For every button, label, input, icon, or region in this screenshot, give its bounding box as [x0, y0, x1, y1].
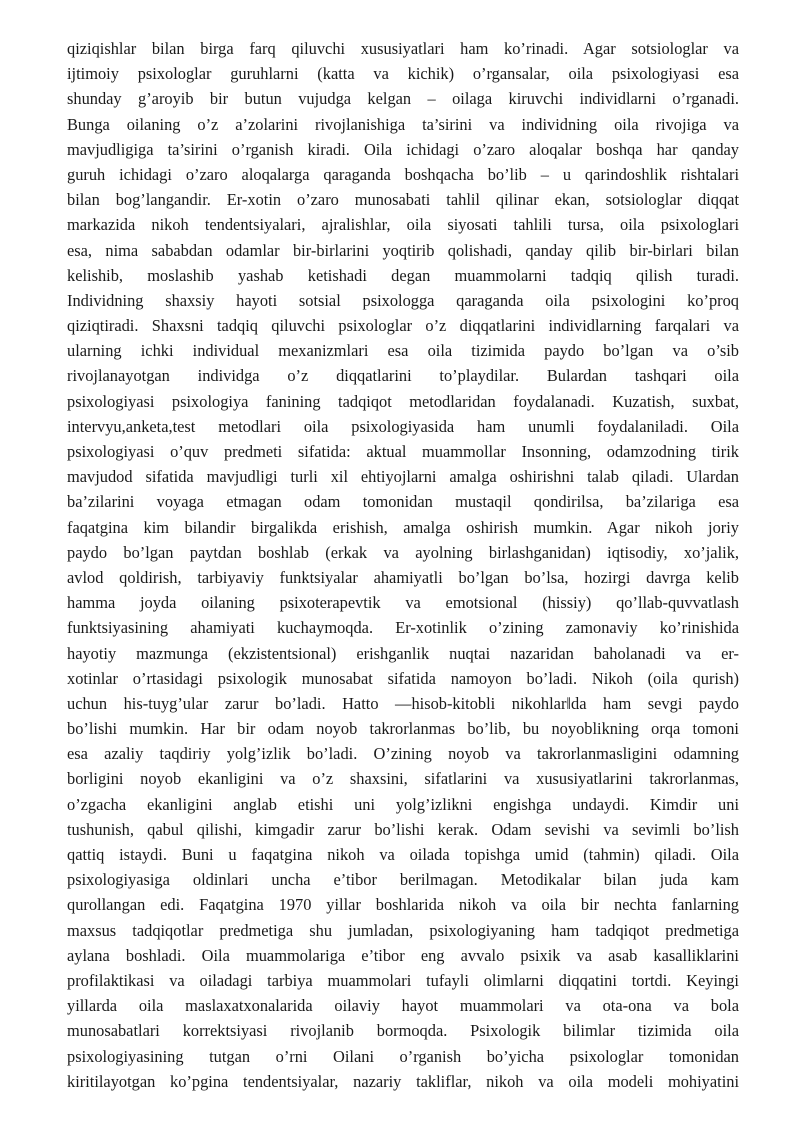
text-line: intervyu,anketa,test metodlari oila psixologiyasida ham unumli foydalaniladi. Oila [67, 416, 739, 436]
text-line: esa, nima sababdan odamlar bir-birlarini yoqtirib qolishadi, qanday qilib bir-birlari bilan [67, 240, 739, 260]
text-line: hamma joyda oilaning psixoterapevtik va emotsional (hissiy) qo’llab-quvvatlash [67, 593, 739, 613]
text-line: qurollangan edi. Faqatgina 1970 yillar boshlarida nikoh va oila bir nechta fanlarning [67, 895, 739, 915]
text-line: ijtimoiy psixologlar guruhlarni (katta va kichik) o’rgansalar, oila psixologiyasi esa [67, 64, 739, 84]
text-line: esa azaliy taqdiriy yolg’izlik bo’ladi. O’zining noyob va takrorlanmasligini odamning [67, 744, 739, 764]
text-line: qattiq istaydi. Buni u faqatgina nikoh va oilada topishga umid (tahmin) qiladi. Oila [67, 845, 739, 864]
text-line: faqatgina kim bilandir birgalikda erishish, amalga oshirish mumkin. Agar nikoh joriy [67, 517, 739, 537]
text-line: Individning shaxsiy hayoti sotsial psixologga qaraganda oila psixologini ko’proq [67, 290, 739, 310]
text-line: kiritilayotgan ko’pgina tendentsiyalar, nazariy takliflar, nikoh va oila modeli mohiyatini [67, 1071, 739, 1091]
text-line: aylana boshladi. Oila muammolariga e’tibor eng avvalo psixik va asab kasalliklarini [67, 945, 739, 965]
text-line: paydo bo’lgan paytdan boshlab (erkak va ayolning birlashganidan) iqtisodiy, xo’jalik, [67, 542, 739, 562]
text-line: munosabatlari korrektsiyasi rivojlanib bormoqda. Psixologik bilimlar tizimida oila [67, 1021, 739, 1041]
text-line: psixologiyasining tutgan o’rni Oilani o’rganish bo’yicha psixologlar tomonidan [67, 1046, 739, 1066]
text-line: hayotiy mazmunga (ekzistentsional) erishganlik nuqtai nazaridan baholanadi va er- [67, 643, 739, 663]
text-line: ba’zilarini voyaga etmagan odam tomonidan mustaqil qondirilsa, ba’zilariga esa [67, 492, 739, 512]
text-line: xotinlar o’rtasidagi psixologik munosabat sifatida namoyon bo’ladi. Nikoh (oila qurish) [67, 668, 739, 688]
text-line: bilan bog’langandir. Er-xotin o’zaro munosabati tahlil qilinar ekan, sotsiologlar diqqat [67, 190, 739, 210]
text-line: ularning ichki individual mexanizmlari esa oila tizimida paydo bo’lgan va o’sib [67, 341, 739, 361]
text-line: borligini noyob ekanligini va o’z shaxsini, sifatlarini va xususiyatlarini takrorlanmas, [67, 769, 739, 789]
text-line: rivojlanayotgan individga o’z diqqatlarini to’playdilar. Bulardan tashqari oila [67, 366, 739, 386]
text-line: mavjudod sifatida mavjudligi turli xil ehtiyojlarni amalga oshirishni talab qiladi. Ulardan [67, 467, 739, 487]
text-line: kelishib, moslashib yashab ketishadi degan muammolarni tadqiq qilish turadi. [67, 265, 739, 285]
text-line: uchun his-tuyg’ular zarur bo’ladi. Hatto ―hisob-kitobli nikohlar‖da ham sevgi paydo [67, 693, 739, 713]
text-line: tushunish, qabul qilishi, kimgadir zarur bo’lishi kerak. Odam sevishi va sevimli bo’lish [67, 819, 739, 839]
text-line: funktsiyasining ahamiyati kuchaymoqda. Er-xotinlik o’zining zamonaviy ko’rinishida [67, 618, 739, 638]
text-line: o’zgacha ekanligini anglab etishi uni yolg’izlikni engishga undaydi. Kimdir uni [67, 794, 739, 814]
text-line: mavjudligiga ta’sirini o’rganish kiradi. Oila ichidagi o’zaro aloqalar boshqa har qanday [67, 139, 739, 159]
text-line: guruh ichidagi o’zaro aloqalarga qaraganda boshqacha bo’lib – u qarindoshlik rishtalari [67, 164, 739, 184]
text-line: qiziqtiradi. Shaxsni tadqiq qiluvchi psixologlar o’z diqqatlarini individlarning farqalari va [67, 316, 739, 336]
text-line: avlod qoldirish, tarbiyaviy funktsiyalar ahamiyatli bo’lgan bo’lsa, hozirgi davrga kelib [67, 567, 739, 587]
document-page [67, 36, 739, 1094]
text-line: psixologiyasi o’quv predmeti sifatida: aktual muammollar Insonning, odamzodning tirik [67, 442, 739, 461]
text-line: Bunga oilaning o’z a’zolarini rivojlanishiga ta’sirini va individning oila rivojiga va [67, 114, 739, 134]
text-line: psixologiyasiga oldinlari uncha e’tibor berilmagan. Metodikalar bilan juda kam [67, 870, 739, 890]
text-line: maxsus tadqiqotlar predmetiga shu jumladan, psixologiyaning ham tadqiqot predmetiga [67, 920, 739, 940]
text-line: profilaktikasi va oiladagi tarbiya muammolari tufayli olimlarni diqqatini tortdi. Keyingi [67, 970, 739, 990]
text-line: yillarda oila maslaxatxonalarida oilaviy hayot muammolari va ota-ona va bola [67, 996, 739, 1016]
body-paragraph [67, 36, 739, 1094]
text-line: shunday g’aroyib bir butun vujudga kelgan – oilaga kiruvchi individlarni o’rganadi. [67, 89, 739, 109]
text-line: qiziqishlar bilan birga farq qiluvchi xususiyatlari ham ko’rinadi. Agar sotsiologlar va [67, 39, 739, 58]
text-line: bo’lishi mumkin. Har bir odam noyob takrorlanmas bo’lib, bu noyoblikning orqa tomoni [67, 719, 739, 739]
text-line: markazida nikoh tendentsiyalari, ajralishlar, oila siyosati tahlili tursa, oila psixologlari [67, 215, 739, 235]
text-line: psixologiyasi psixologiya fanining tadqiqot metodlaridan foydalanadi. Kuzatish, suxbat, [67, 391, 739, 411]
